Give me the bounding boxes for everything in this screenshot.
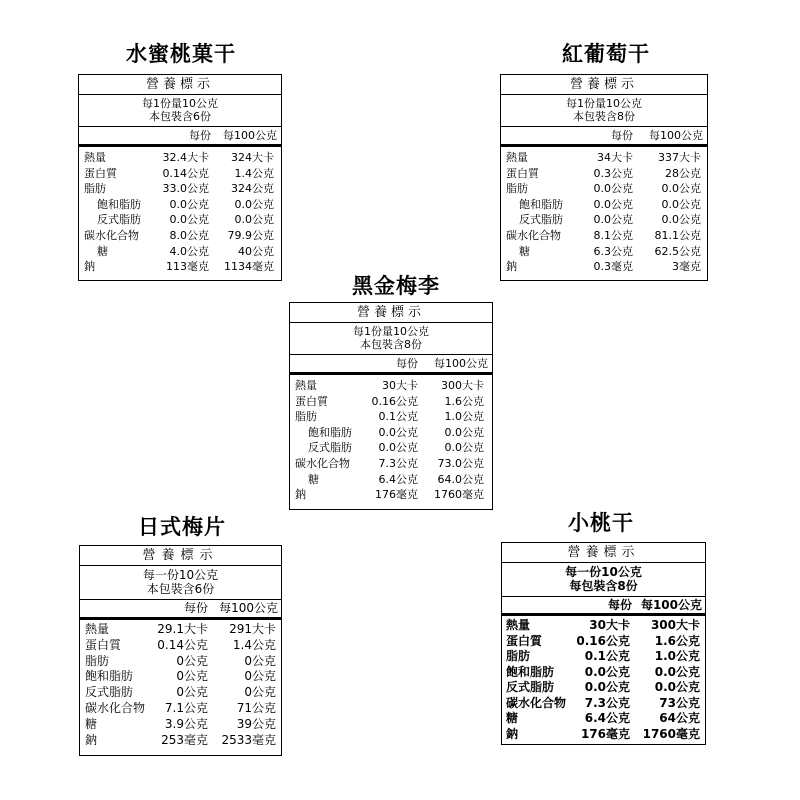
product-title: 水蜜桃菓干	[126, 42, 236, 66]
serving-size: 每一份10公克	[565, 565, 642, 579]
nutrient-row	[501, 166, 707, 182]
per-100g-value: 0.0公克	[234, 213, 274, 227]
per-100g-value: 71公克	[236, 700, 276, 715]
nutrient-name: 鈉	[506, 726, 519, 741]
nutrient-row	[290, 440, 492, 456]
per-serving-value: 0.0公克	[378, 441, 418, 455]
per-serving-value: 0.14公克	[162, 166, 209, 180]
nutrient-row	[80, 638, 281, 654]
per-100g-value: 1.6公克	[444, 394, 484, 408]
nutrition-label	[78, 74, 282, 281]
per-serving-value: 0.3公克	[593, 166, 633, 180]
nutrient-row	[80, 654, 281, 670]
nutrient-name: 飽和脂肪	[506, 664, 555, 679]
per-100g-value: 39公克	[236, 716, 276, 731]
per-100g-value: 300大卡	[441, 379, 484, 392]
per-serving-value: 0公克	[176, 653, 208, 668]
per-100g-value: 291大卡	[229, 622, 276, 636]
per-100g-value: 64.0公克	[437, 472, 484, 486]
per-serving-value: 0.16公克	[576, 633, 630, 648]
nutrient-row	[501, 212, 707, 228]
per-serving-value: 0.1公克	[584, 649, 630, 663]
nutrient-name: 蛋白質	[85, 637, 122, 652]
nutrient-row	[290, 394, 492, 410]
per-serving-value: 29.1大卡	[157, 622, 208, 636]
nutrient-name: 脂肪	[506, 649, 531, 663]
nutrient-rows	[290, 375, 492, 503]
serving-size: 每一份10公克	[142, 568, 219, 582]
nutrient-row	[501, 150, 707, 166]
per-100g-value: 73公克	[659, 695, 700, 710]
nutrient-name: 脂肪	[84, 182, 106, 196]
product-title: 黑金梅李	[352, 274, 440, 298]
nutrient-row	[290, 409, 492, 425]
per-100g-value: 62.5公克	[654, 244, 701, 258]
product-title: 日式梅片	[138, 515, 226, 539]
per-100g-value: 337大卡	[658, 151, 701, 164]
per-100g-value: 0.0公克	[234, 197, 274, 211]
nutrient-row	[290, 487, 492, 503]
nutrient-row	[290, 472, 492, 488]
nutrient-name: 脂肪	[85, 653, 110, 668]
per-serving-value: 0.0公克	[169, 197, 209, 211]
per-100g-value: 1760毫克	[642, 726, 700, 741]
nutrient-row	[79, 212, 281, 228]
per-serving-value: 8.1公克	[593, 228, 633, 242]
nutrient-rows	[80, 620, 281, 748]
per-serving-value: 30大卡	[589, 618, 630, 632]
per-100g-value: 1.4公克	[234, 166, 274, 180]
per-100g-value: 0.0公克	[654, 680, 700, 694]
per-serving-value: 176毫克	[580, 726, 630, 741]
column-header	[79, 127, 281, 147]
col-per-100g: 每100公克	[649, 129, 703, 142]
per-serving-value: 0.14公克	[157, 637, 208, 652]
nutrient-name: 飽和脂肪	[97, 197, 141, 211]
nutrient-name: 脂肪	[295, 410, 317, 424]
per-100g-value: 0.0公克	[444, 425, 484, 439]
per-100g-value: 0.0公克	[661, 197, 701, 211]
nutrition-label	[289, 302, 493, 510]
nutrient-row	[502, 634, 705, 650]
nutrition-label	[79, 545, 282, 756]
label-header: 營養標示	[80, 546, 281, 566]
serving-info	[80, 566, 281, 600]
column-header	[290, 355, 492, 375]
per-100g-value: 0.0公克	[654, 664, 700, 679]
nutrient-name: 反式脂肪	[519, 213, 563, 227]
per-serving-value: 0公克	[176, 669, 208, 684]
nutrient-row	[502, 711, 705, 727]
label-header: 營養標示	[290, 303, 492, 323]
per-serving-value: 7.3公克	[378, 456, 418, 470]
per-serving-value: 176毫克	[375, 488, 418, 502]
per-serving-value: 8.0公克	[169, 228, 209, 242]
per-100g-value: 1.0公克	[444, 410, 484, 424]
servings-per-package: 本包裝含8份	[573, 110, 635, 123]
per-100g-value: 1.4公克	[232, 637, 276, 652]
nutrient-row	[501, 181, 707, 197]
per-serving-value: 0.16公克	[371, 394, 418, 408]
per-serving-value: 32.4大卡	[162, 151, 209, 164]
col-per-serving: 每份	[611, 129, 633, 142]
nutrient-name: 反式脂肪	[97, 213, 141, 227]
per-serving-value: 34大卡	[597, 151, 633, 164]
per-100g-value: 1.0公克	[654, 649, 700, 663]
nutrient-name: 碳水化合物	[295, 456, 350, 470]
nutrient-row	[80, 701, 281, 717]
per-100g-value: 0.0公克	[444, 441, 484, 455]
nutrient-name: 反式脂肪	[308, 441, 352, 455]
label-header: 營養標示	[501, 75, 707, 95]
serving-size: 每1份量10公克	[142, 97, 218, 110]
nutrient-name: 飽和脂肪	[308, 425, 352, 439]
nutrient-name: 熱量	[85, 622, 110, 636]
nutrient-row	[501, 197, 707, 213]
nutrient-name: 蛋白質	[506, 166, 539, 180]
nutrient-row	[79, 197, 281, 213]
per-serving-value: 30大卡	[382, 379, 418, 392]
per-100g-value: 324公克	[231, 182, 274, 196]
per-100g-value: 300大卡	[650, 618, 700, 632]
servings-per-package: 本包裝含8份	[360, 338, 422, 351]
serving-size: 每1份量10公克	[566, 97, 642, 110]
nutrient-row	[502, 680, 705, 696]
per-serving-value: 33.0公克	[162, 182, 209, 196]
per-100g-value: 2533毫克	[221, 732, 276, 747]
per-serving-value: 3.9公克	[164, 716, 208, 731]
nutrient-rows	[79, 147, 281, 275]
nutrient-name: 脂肪	[506, 182, 528, 196]
col-per-100g: 每100公克	[223, 129, 277, 142]
per-100g-value: 0.0公克	[661, 213, 701, 227]
per-serving-value: 0.1公克	[378, 410, 418, 424]
nutrient-name: 鈉	[295, 488, 306, 502]
nutrient-row	[290, 456, 492, 472]
nutrient-row	[501, 228, 707, 244]
per-serving-value: 0.3毫克	[593, 260, 633, 274]
nutrient-row	[79, 150, 281, 166]
nutrient-name: 熱量	[506, 151, 528, 164]
per-serving-value: 0.0公克	[593, 213, 633, 227]
nutrient-row	[501, 259, 707, 275]
nutrient-name: 碳水化合物	[85, 700, 146, 715]
per-serving-value: 6.3公克	[593, 244, 633, 258]
nutrient-row	[502, 665, 705, 681]
servings-per-package: 本包裝含6份	[146, 582, 215, 596]
nutrient-name: 飽和脂肪	[519, 197, 563, 211]
nutrient-row	[502, 727, 705, 743]
serving-info	[502, 563, 705, 597]
nutrient-row	[80, 669, 281, 685]
column-header	[501, 127, 707, 147]
per-serving-value: 0.0公克	[593, 197, 633, 211]
column-header	[80, 600, 281, 620]
per-serving-value: 7.3公克	[584, 695, 630, 710]
nutrient-name: 反式脂肪	[506, 680, 555, 694]
nutrient-name: 碳水化合物	[506, 695, 567, 710]
col-per-serving: 每份	[189, 129, 211, 142]
nutrient-row	[290, 425, 492, 441]
col-per-100g: 每100公克	[219, 601, 278, 615]
per-100g-value: 324大卡	[231, 151, 274, 164]
nutrient-name: 糖	[97, 244, 108, 258]
nutrient-row	[79, 181, 281, 197]
col-per-serving: 每份	[183, 601, 208, 615]
serving-info	[290, 323, 492, 355]
nutrient-name: 熱量	[295, 379, 317, 392]
nutrient-row	[501, 244, 707, 260]
nutrient-name: 糖	[506, 711, 519, 725]
nutrient-name: 飽和脂肪	[85, 669, 134, 684]
nutrient-name: 糖	[308, 472, 319, 486]
per-100g-value: 0.0公克	[661, 182, 701, 196]
per-100g-value: 3毫克	[672, 260, 701, 274]
nutrient-row	[79, 244, 281, 260]
nutrient-row	[80, 685, 281, 701]
column-header	[502, 597, 705, 616]
per-serving-value: 4.0公克	[169, 244, 209, 258]
nutrient-name: 熱量	[506, 618, 531, 632]
nutrient-name: 蛋白質	[295, 394, 328, 408]
nutrient-name: 蛋白質	[506, 633, 543, 648]
nutrient-name: 碳水化合物	[84, 228, 139, 242]
per-serving-value: 0公克	[176, 685, 208, 700]
per-100g-value: 1134毫克	[224, 260, 274, 274]
nutrition-label	[500, 74, 708, 281]
per-serving-value: 0.0公克	[584, 680, 630, 694]
per-100g-value: 73.0公克	[437, 456, 484, 470]
nutrient-name: 熱量	[84, 151, 106, 164]
col-per-100g: 每100公克	[434, 357, 488, 370]
nutrient-row	[79, 166, 281, 182]
col-per-100g: 每100公克	[640, 598, 702, 612]
per-100g-value: 28公克	[665, 166, 701, 180]
per-serving-value: 0.0公克	[593, 182, 633, 196]
nutrient-name: 鈉	[84, 260, 95, 274]
per-serving-value: 7.1公克	[164, 700, 208, 715]
per-100g-value: 0公克	[244, 653, 276, 668]
per-100g-value: 0公克	[244, 669, 276, 684]
per-100g-value: 64公克	[659, 711, 700, 725]
col-per-serving: 每份	[396, 357, 418, 370]
nutrient-name: 碳水化合物	[506, 228, 561, 242]
serving-info	[501, 95, 707, 127]
per-serving-value: 6.4公克	[584, 711, 630, 725]
product-title: 紅葡萄干	[562, 42, 650, 66]
nutrient-name: 糖	[519, 244, 530, 258]
label-header: 營養標示	[79, 75, 281, 95]
per-serving-value: 0.0公克	[169, 213, 209, 227]
nutrient-name: 鈉	[506, 260, 517, 274]
per-100g-value: 0公克	[244, 685, 276, 700]
nutrient-name: 蛋白質	[84, 166, 117, 180]
per-100g-value: 79.9公克	[227, 228, 274, 242]
nutrient-name: 反式脂肪	[85, 685, 134, 700]
nutrient-row	[79, 259, 281, 275]
product-title: 小桃干	[568, 511, 634, 535]
per-serving-value: 0.0公克	[584, 664, 630, 679]
per-100g-value: 1.6公克	[654, 633, 700, 648]
col-per-serving: 每份	[607, 598, 632, 612]
nutrient-row	[290, 378, 492, 394]
servings-per-package: 本包裝含6份	[149, 110, 211, 123]
nutrient-rows	[501, 147, 707, 275]
per-100g-value: 40公克	[238, 244, 274, 258]
serving-info	[79, 95, 281, 127]
per-100g-value: 1760毫克	[434, 488, 484, 502]
nutrient-row	[502, 618, 705, 634]
nutrient-row	[502, 696, 705, 712]
nutrient-name: 鈉	[85, 732, 98, 747]
nutrient-row	[79, 228, 281, 244]
nutrient-row	[502, 649, 705, 665]
per-serving-value: 0.0公克	[378, 425, 418, 439]
nutrition-label	[501, 542, 706, 745]
per-serving-value: 253毫克	[161, 732, 208, 747]
nutrient-row	[80, 733, 281, 749]
serving-size: 每1份量10公克	[353, 325, 429, 338]
nutrient-row	[80, 717, 281, 733]
per-serving-value: 6.4公克	[378, 472, 418, 486]
nutrient-name: 糖	[85, 716, 98, 731]
nutrient-row	[80, 622, 281, 638]
servings-per-package: 每包裝含8份	[569, 579, 638, 593]
nutrient-rows	[502, 616, 705, 742]
per-100g-value: 81.1公克	[654, 228, 701, 242]
per-serving-value: 113毫克	[166, 260, 209, 274]
label-header: 營養標示	[502, 543, 705, 563]
